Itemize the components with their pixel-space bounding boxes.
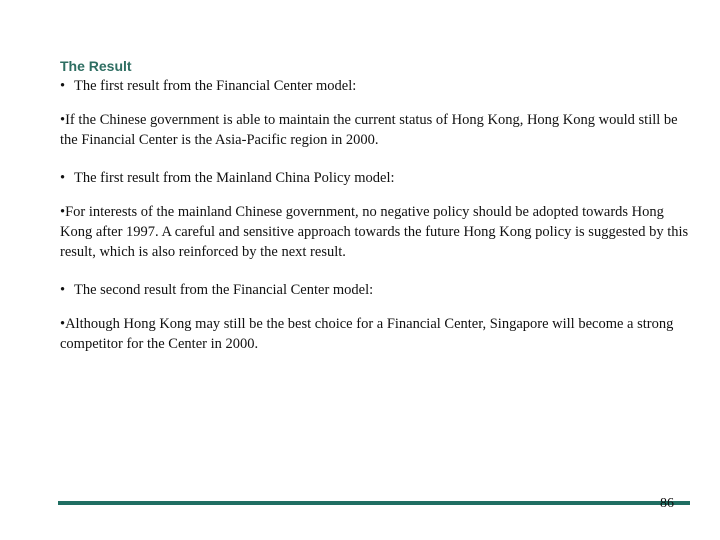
bullet-text: The first result from the Mainland China Policy model: xyxy=(74,170,395,186)
slide-title: The Result xyxy=(60,58,132,74)
footer-bar xyxy=(58,501,690,505)
bullet-icon: • xyxy=(60,282,66,298)
bullet-item xyxy=(60,280,690,300)
result-paragraph: •If the Chinese government is able to maintain the current status of Hong Kong, Hong Kong would still be the Financial Center is the Asia-Pacific region in 2000. xyxy=(60,112,678,148)
slide-content xyxy=(60,76,690,354)
bullet-item xyxy=(60,76,690,96)
bullet-icon: • xyxy=(60,170,66,186)
bullet-item xyxy=(60,168,690,188)
result-paragraph: •For interests of the mainland Chinese government, no negative policy should be adopted towards Hong Kong after 1997. A careful and sensitive approach towards the future Hong Kong policy is suggested by this result, which is also reinforced by the next result. xyxy=(60,204,689,260)
bullet-text: The second result from the Financial Center model: xyxy=(74,282,374,298)
bullet-icon: • xyxy=(60,78,66,94)
bullet-text: The first result from the Financial Center model: xyxy=(74,78,357,94)
result-paragraph: •Although Hong Kong may still be the best choice for a Financial Center, Singapore will become a strong competitor for the Center in 2000. xyxy=(60,316,674,352)
page-number: 86 xyxy=(660,496,674,511)
